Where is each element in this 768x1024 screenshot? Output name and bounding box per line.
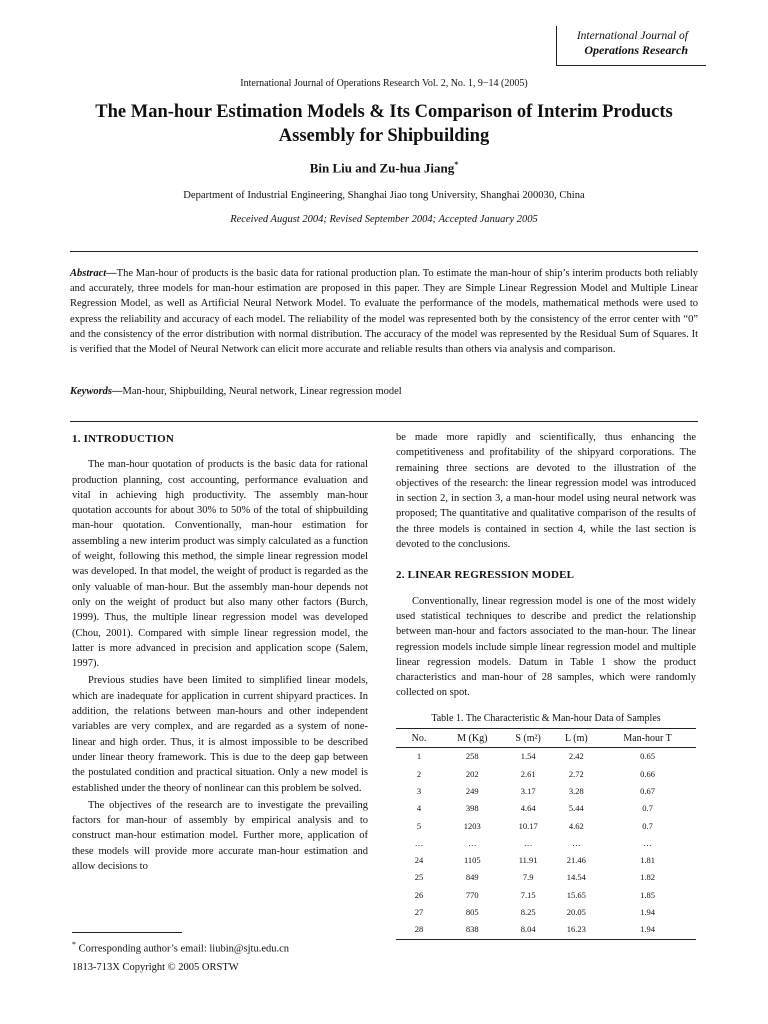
journal-label-line2: Operations Research [584, 43, 688, 57]
section-1-paragraph-1: The man-hour quotation of products is the basic data for rational production planning, cost accounting, performance evaluation and vital in achieving high productivity. The assembly man-hour quotation accounts for about 30% to 50% of the total of shipbuilding man-hour quotation. Conventionally, man-hour estimation for assembling a new interim product was simply calculated as a function of weight, following this method, the simple linear regression model was developed. In that model, the weight of product is regarded as the only valuable of man-hour. But the assembly man-hour depends not only on the weight of product but also many other factors (Burch, 1999). Thus, the multiple linear regression model was developed (Chou, 2001). Compared with simple linear regression model, the latter is more advanced in precision and application scope (Salem, 1997). [72, 459, 368, 670]
table-cell: 2.72 [568, 768, 584, 779]
abstract-text: The Man-hour of products is the basic data for rational production plan. To estimate the man-hour of ship’s interim products both reliably and accurately, three models for man-hour estimation are proposed in this paper. They are Simple Linear Regression Model and Multiple Linear Regression Model, as well as Artificial Neural Network Model. To evaluate the performance of the models, mathematical methods were used to express the reliability and accuracy of each model. The reliability of the model was represented both by the consistency of the error center with “0” and the consistency of the error distribution with normal distribution. The accuracy of the model was represented by the Residual Sum of Squares. It is verified that the Model of Neural Network can elicit more accurate and reliable results than others via analysis and comparison. [70, 268, 698, 356]
keywords-text: Man-hour, Shipbuilding, Neural network, Linear regression model [122, 386, 402, 397]
table-cell: 28 [396, 921, 442, 939]
abstract-label: Abstract— [70, 268, 117, 279]
table-cell: 8.25 [520, 907, 536, 918]
table-cell: 249 [465, 785, 479, 796]
table-cell: 202 [465, 768, 479, 779]
section-1-paragraph-3: The objectives of the research are to investigate the prevailing factors for man-hour of assembly by empirical analysis and to construct man-hour estimation model. Further more, application of these models will provide more accurate man-hour estimation and allow decisions to [72, 799, 368, 873]
footnote-mark: * [72, 940, 76, 949]
table-cell: 0.67 [640, 785, 655, 796]
table-cell: 10.17 [518, 820, 538, 831]
table-cell: 5 [416, 820, 422, 831]
table-cell: … [523, 837, 533, 848]
table-body [396, 748, 696, 939]
table-cell: 24 [414, 855, 424, 866]
table-caption: Table 1. The Characteristic & Man-hour Data of Samples [431, 712, 661, 724]
table-cell: 1.94 [599, 921, 696, 939]
table-cell: 20.05 [566, 907, 586, 918]
footnote [72, 940, 289, 955]
abstract [70, 266, 698, 357]
table-cell: 16.23 [554, 921, 599, 939]
table-cell: 8.04 [503, 921, 554, 939]
table-cell: 21.46 [566, 855, 586, 866]
table-cell: 25 [414, 872, 424, 883]
table-cell: … [643, 837, 652, 848]
table-row [396, 800, 696, 817]
author-names: Bin Liu and Zu-hua Jiang [309, 160, 455, 176]
citation-line: International Journal of Operations Research Vol. 2, No. 1, 9−14 (2005) [240, 78, 528, 89]
abstract-bottom-rule [70, 421, 698, 422]
table-row [396, 818, 696, 835]
authors [0, 160, 768, 176]
table-cell: 2 [416, 768, 422, 779]
footnote-rule [72, 932, 182, 933]
table-cell: … [468, 837, 477, 848]
table-cell: 1.94 [640, 907, 655, 918]
table-cell: 1.85 [640, 889, 655, 900]
table-row [396, 835, 696, 852]
section-2-heading: 2. LINEAR REGRESSION MODEL [396, 569, 575, 582]
table-cell: 1.54 [520, 751, 536, 762]
table-cell: 770 [465, 889, 479, 900]
right-column [396, 430, 696, 940]
table-cell: … [414, 837, 424, 848]
table-cell: 1105 [463, 855, 481, 866]
table-row [396, 869, 696, 886]
table-header-cell: L (m) [554, 729, 599, 748]
journal-label-box [556, 26, 706, 66]
table-cell: 4.62 [568, 820, 584, 831]
table-header-row [396, 729, 696, 748]
table-cell: 2.42 [568, 751, 584, 762]
copyright: 1813-713X Copyright © 2005 ORSTW [72, 962, 239, 973]
table-cell: 1203 [463, 820, 481, 831]
affiliation: Department of Industrial Engineering, Shanghai Jiao tong University, Shanghai 200030, China [183, 190, 585, 201]
section-1-paragraph-2: Previous studies have been limited to simplified linear models, which are inadequate for application in current shipyard practices. In addition, the relations between man-hours and other independent variables are very complex, and are regarded as a system of none-linear and high order. Thus, it is almost impossible to be described under linear theory framework. This is due to the deep gap between the postulated condition and practical situation. Only a new model is established under the theory of nonlinear can this problem be solved. [72, 675, 368, 794]
table-header-cell: S (m²) [503, 729, 554, 748]
paper-title: The Man-hour Estimation Models & Its Comparison of Interim Products Assembly for Shipbuilding [95, 102, 673, 146]
journal-label-line1: International Journal of [576, 30, 688, 42]
table-cell: 3 [416, 785, 422, 796]
keywords-label: Keywords— [70, 386, 123, 397]
table-cell: 0.65 [640, 751, 655, 762]
received-dates: Received August 2004; Revised September 2004; Accepted January 2005 [230, 214, 538, 225]
abstract-top-rule [70, 251, 698, 252]
table-cell: 14.54 [566, 872, 586, 883]
table-cell: 3.28 [568, 785, 584, 796]
table-cell: 849 [465, 872, 479, 883]
table-cell: 15.65 [566, 889, 586, 900]
table-cell: 0.66 [640, 768, 655, 779]
table-cell: 0.7 [642, 803, 653, 814]
table-cell: 838 [442, 921, 503, 939]
section-1-heading: 1. INTRODUCTION [72, 433, 175, 445]
table-cell: 1 [416, 751, 422, 762]
table-cell: 1.81 [640, 855, 655, 866]
table-cell: 2.61 [520, 768, 536, 779]
table-cell: 11.91 [518, 855, 538, 866]
table-cell: 27 [414, 907, 424, 918]
table-cell: 4 [416, 803, 422, 814]
table-row [396, 852, 696, 869]
samples-table [396, 728, 696, 940]
table-cell: 5.44 [568, 803, 584, 814]
table-cell: 26 [414, 889, 424, 900]
table-row [396, 904, 696, 921]
table-cell: 1.82 [640, 872, 655, 883]
table-row [396, 887, 696, 904]
table-cell: 7.15 [520, 889, 536, 900]
table-cell: 3.17 [520, 785, 536, 796]
table-header-cell: M (Kg) [442, 729, 503, 748]
table-header-cell: Man-hour T [599, 729, 696, 748]
table-cell: 258 [465, 751, 479, 762]
table-cell: … [572, 837, 581, 848]
table-header-cell: No. [396, 729, 442, 748]
table-cell: 7.9 [522, 872, 534, 883]
table-row [396, 783, 696, 800]
author-footnote-mark: * [454, 160, 459, 169]
section-1-paragraph-4: be made more rapidly and scientifically, thus enhancing the competitiveness and profitability of the shipyard corporations. The remaining three sections are devoted to the illustration of the objectives of the research: the linear regression model was introduced in section 2, in section 3, a man-hour model using neural network was proposed; The quantitative and qualitative comparison of the results of the three models is contained in section 4, while the last section is devoted to the conclusions. [396, 432, 696, 551]
section-2-paragraph-1: Conventionally, linear regression model is one of the most widely used statistical techniques to describe and predict the relationship between man-hour and factors associated to the man-hour. The linear regression models include simple linear regression model and multiple linear regression models. Datum in Table 1 show the product characteristics and man-hour of 28 samples, which were randomly collected on spot. [396, 595, 696, 699]
table-row [396, 766, 696, 783]
keywords [70, 384, 698, 399]
footnote-text: Corresponding author’s email: liubin@sjtu.edu.cn [76, 943, 290, 955]
table-row [396, 921, 696, 939]
table-cell: 4.64 [520, 803, 536, 814]
table-row [396, 748, 696, 766]
table-cell: 805 [465, 907, 479, 918]
table-cell: 0.7 [642, 820, 653, 831]
left-column [72, 432, 368, 876]
table-cell: 398 [465, 803, 479, 814]
